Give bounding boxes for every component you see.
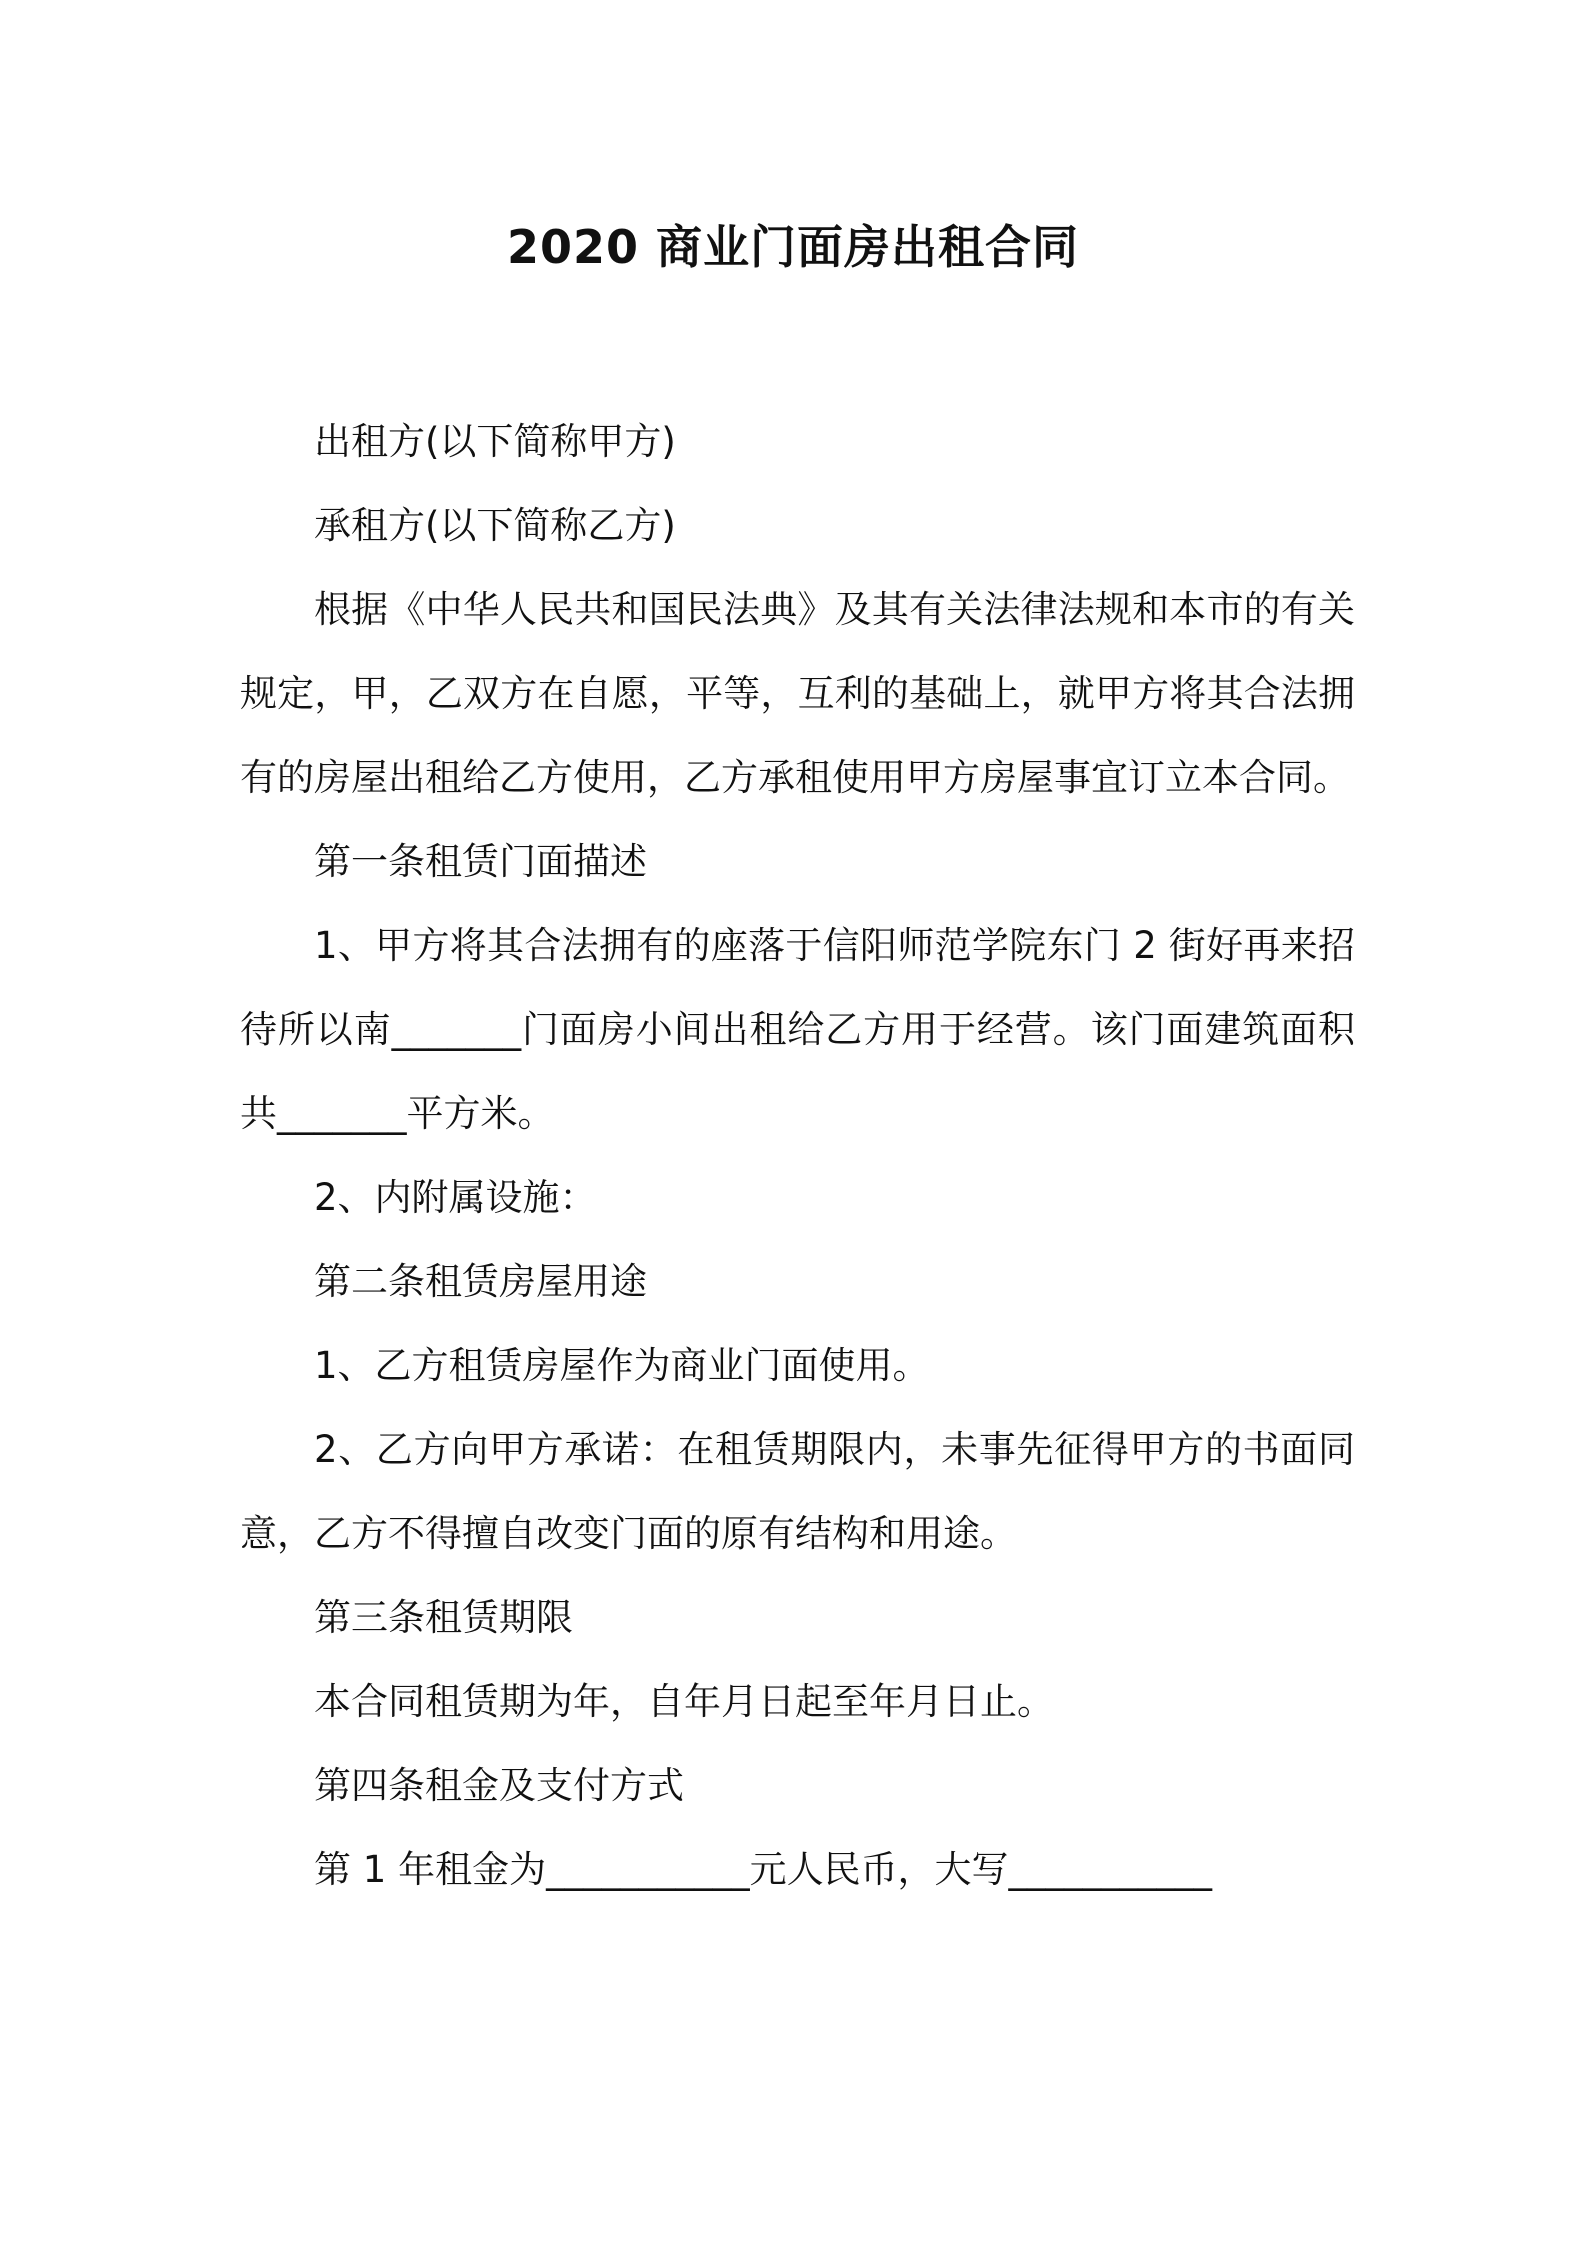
article-4-heading: 第四条租金及支付方式 xyxy=(314,1764,684,1807)
document-title: 2020 商业门面房出租合同 xyxy=(506,220,1080,274)
article-1-item-2: 2、内附属设施： xyxy=(314,1176,597,1219)
article-2-heading: 第二条租赁房屋用途 xyxy=(314,1260,647,1303)
article-1-item-1: 1、甲方将其合法拥有的座落于信阳师范学院东门 2 街好再来招待所以南_______门面房小间出租给乙方用于经营。该门面建筑面积共_______平方米。 xyxy=(240,924,1355,1135)
paragraph-preamble: 根据《中华人民共和国民法典》及其有关法律法规和本市的有关规定，甲，乙双方在自愿，平等，互利的基础上，就甲方将其合法拥有的房屋出租给乙方使用，乙方承租使用甲方房屋事宜订立本合同。 xyxy=(240,588,1355,799)
article-3-text: 本合同租赁期为年，自年月日起至年月日止。 xyxy=(314,1680,1054,1723)
paragraph-lessee: 承租方(以下简称乙方) xyxy=(314,504,676,547)
article-1-heading: 第一条租赁门面描述 xyxy=(314,840,647,883)
document-body xyxy=(240,400,1355,1912)
paragraph-lessor: 出租方(以下简称甲方) xyxy=(314,420,676,463)
article-2-item-1: 1、乙方租赁房屋作为商业门面使用。 xyxy=(314,1344,930,1387)
article-2-item-2: 2、乙方向甲方承诺：在租赁期限内，未事先征得甲方的书面同意，乙方不得擅自改变门面的原有结构和用途。 xyxy=(240,1428,1355,1555)
article-3-heading: 第三条租赁期限 xyxy=(314,1596,573,1639)
article-4-rent-line: 第 1 年租金为___________元人民币，大写___________ xyxy=(314,1848,1213,1891)
